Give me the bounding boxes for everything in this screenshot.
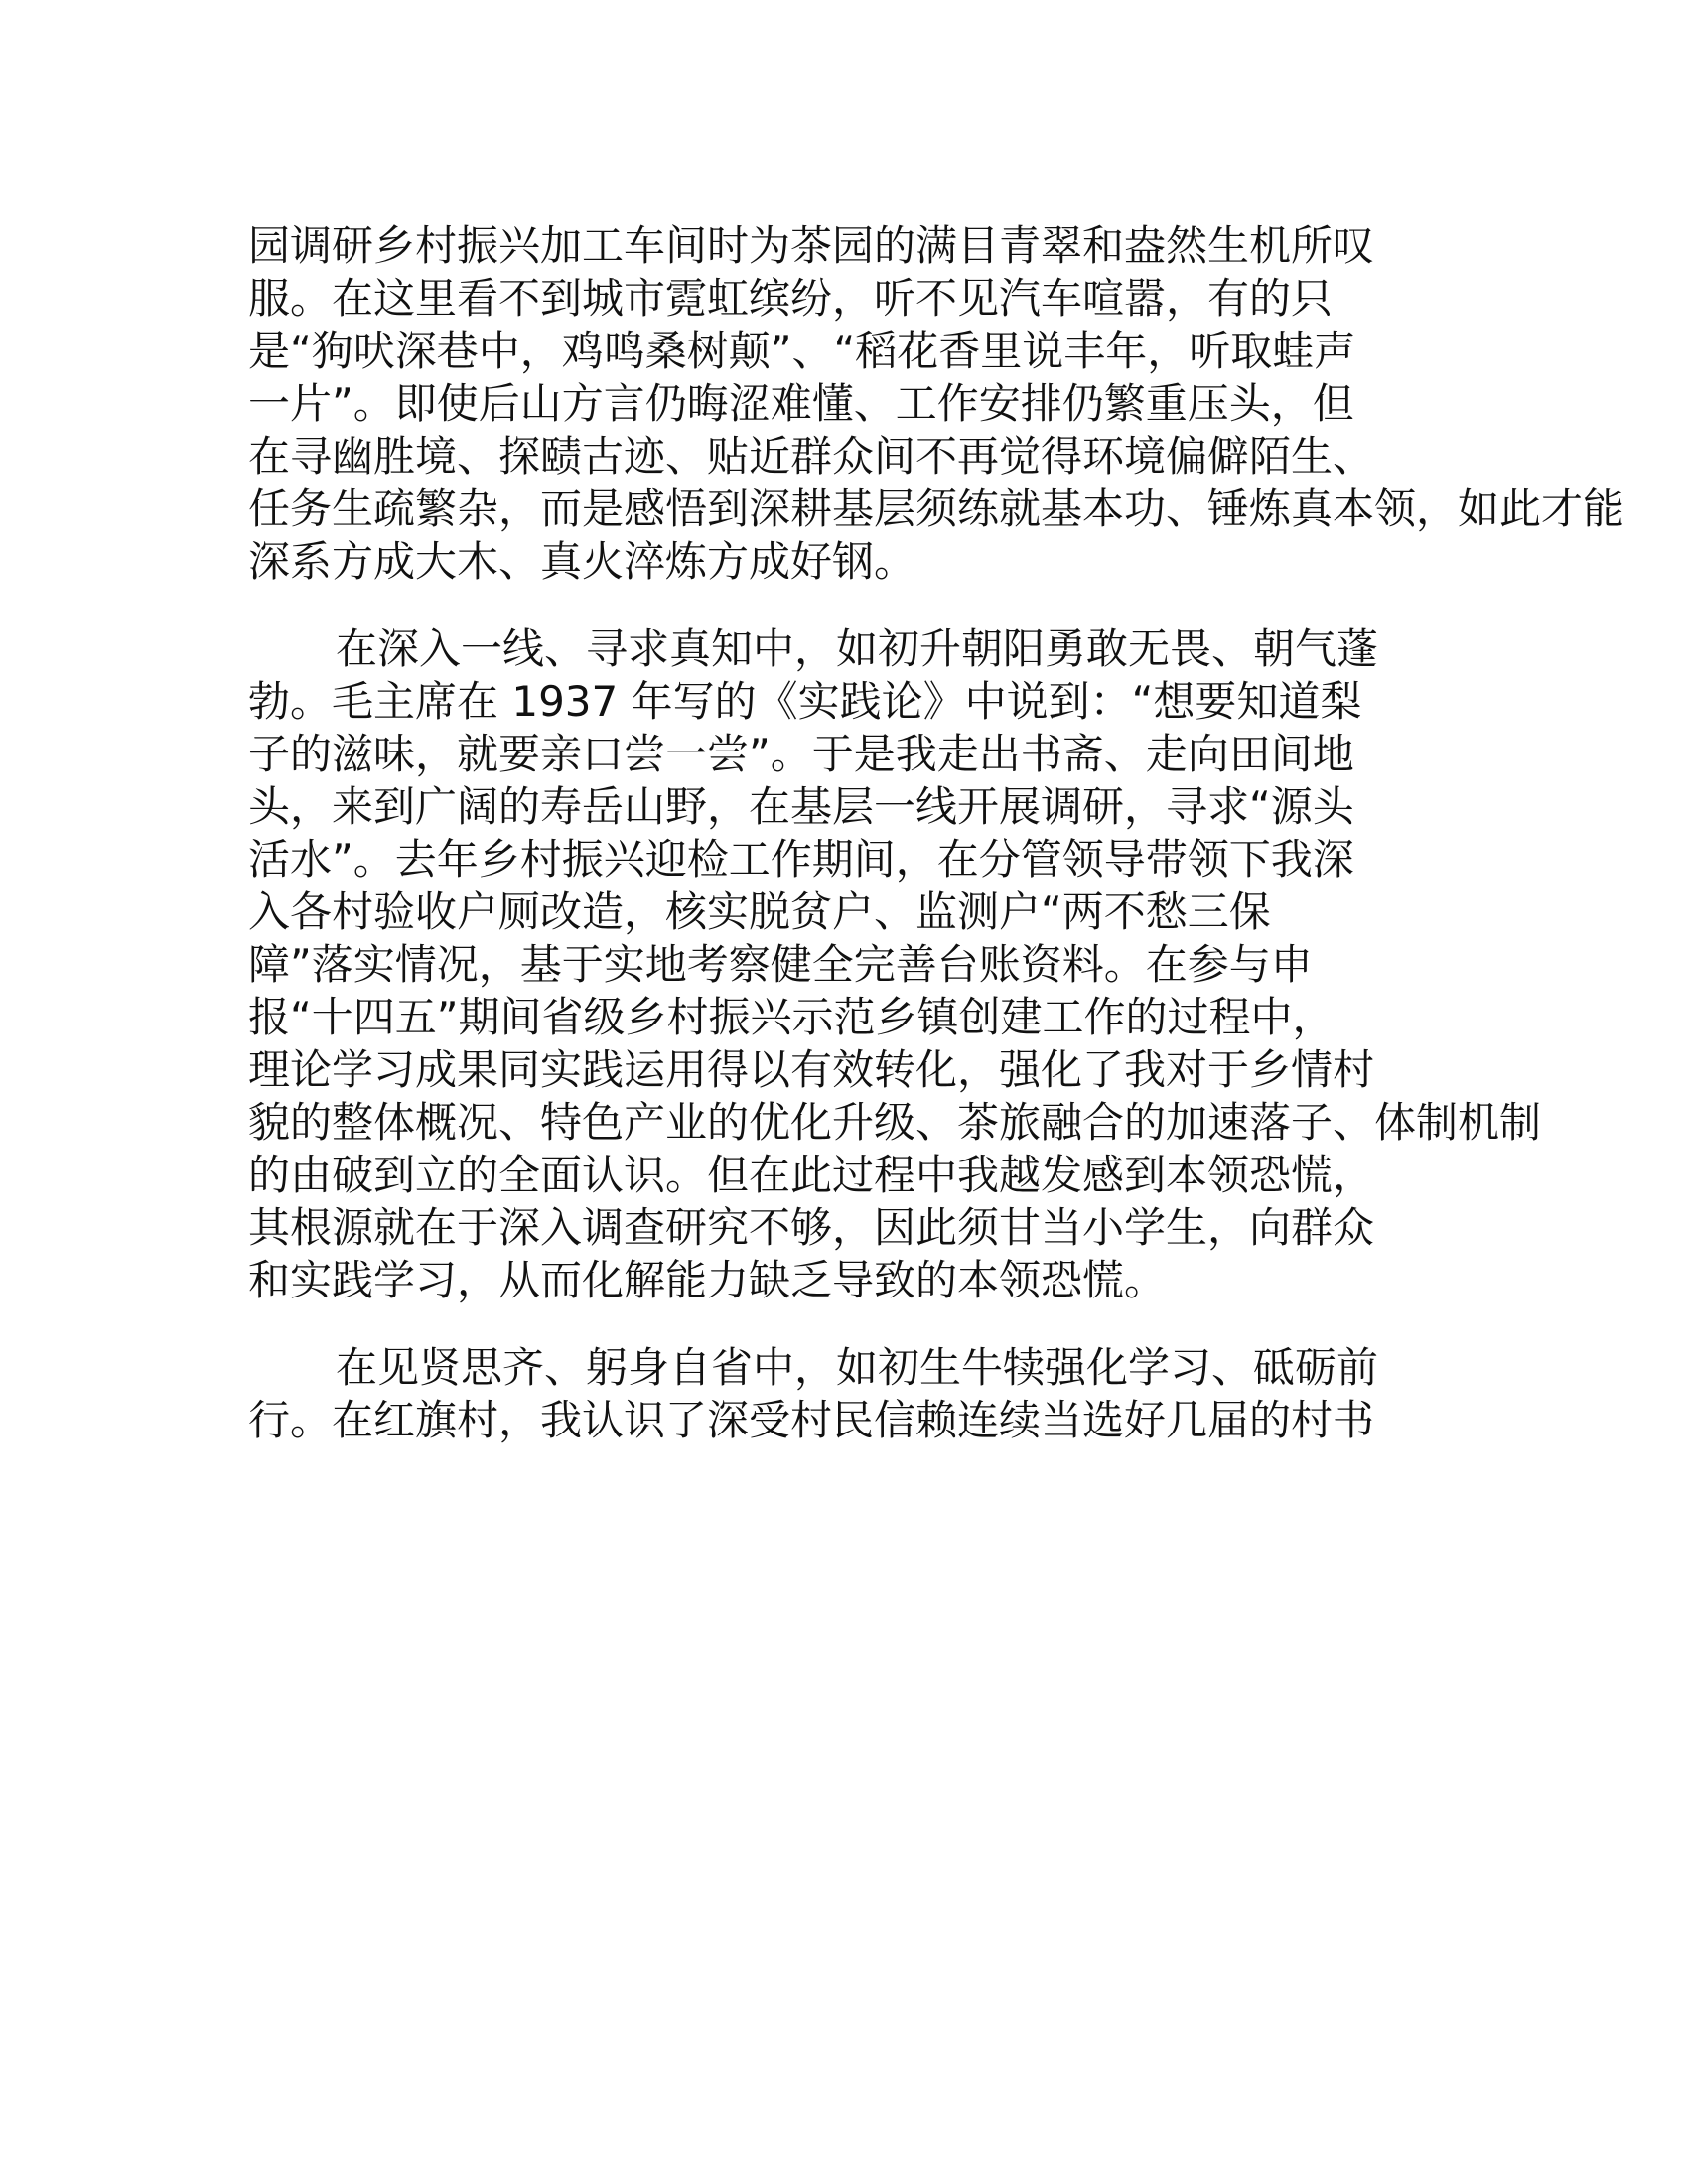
text-line: 服。在这里看不到城市霓虹缤纷，听不见汽车喧嚣，有的只	[248, 274, 1334, 323]
paragraph-2	[248, 622, 1688, 1306]
text-line: 深系方成大木、真火淬炼方成好钢。	[248, 537, 916, 586]
text-line: 入各村验收户厕改造，核实脱贫户、监测户“两不愁三保	[248, 887, 1271, 936]
text-line: 头，来到广阔的寿岳山野，在基层一线开展调研，寻求“源头	[248, 782, 1354, 831]
text-line: 障”落实情况，基于实地考察健全完善台账资料。在参与申	[248, 940, 1313, 989]
body-text	[248, 219, 1688, 1446]
text-line: 一片”。即使后山方言仍晦涩难懂、工作安排仍繁重压头，但	[248, 379, 1354, 428]
paragraph-1	[248, 219, 1688, 588]
text-line: 子的滋味，就要亲口尝一尝”。于是我走出书斋、走向田间地	[248, 730, 1354, 778]
text-line: 勃。毛主席在 1937 年写的《实践论》中说到：“想要知道梨	[248, 677, 1362, 726]
paragraph-3	[248, 1341, 1688, 1446]
text-line: 其根源就在于深入调查研究不够，因此须甘当小学生，向群众	[248, 1203, 1375, 1252]
text-line: 在见贤思齐、躬身自省中，如初生牛犊强化学习、砥砺前	[336, 1343, 1379, 1392]
text-line: 园调研乡村振兴加工车间时为茶园的满目青翠和盎然生机所叹	[248, 221, 1375, 270]
text-line: 理论学习成果同实践运用得以有效转化，强化了我对于乡情村	[248, 1045, 1375, 1094]
text-line: 行。在红旗村，我认识了深受村民信赖连续当选好几届的村书	[248, 1396, 1375, 1444]
text-line: 在寻幽胜境、探赜古迹、贴近群众间不再觉得环境偏僻陌生、	[248, 432, 1375, 480]
text-line: 貌的整体概况、特色产业的优化升级、茶旅融合的加速落子、体制机制	[248, 1098, 1542, 1147]
text-line: 任务生疏繁杂，而是感悟到深耕基层须练就基本功、锤炼真本领，如此才能	[248, 484, 1625, 533]
text-line: 活水”。去年乡村振兴迎检工作期间，在分管领导带领下我深	[248, 835, 1354, 884]
text-line: 的由破到立的全面认识。但在此过程中我越发感到本领恐慌，	[248, 1151, 1375, 1199]
text-line: 是“狗吠深巷中，鸡鸣桑树颠”、“稻花香里说丰年，听取蛙声	[248, 327, 1356, 375]
text-line: 和实践学习，从而化解能力缺乏导致的本领恐慌。	[248, 1256, 1167, 1304]
text-line: 在深入一线、寻求真知中，如初升朝阳勇敢无畏、朝气蓬	[336, 624, 1379, 673]
text-line: 报“十四五”期间省级乡村振兴示范乡镇创建工作的过程中，	[248, 993, 1335, 1041]
